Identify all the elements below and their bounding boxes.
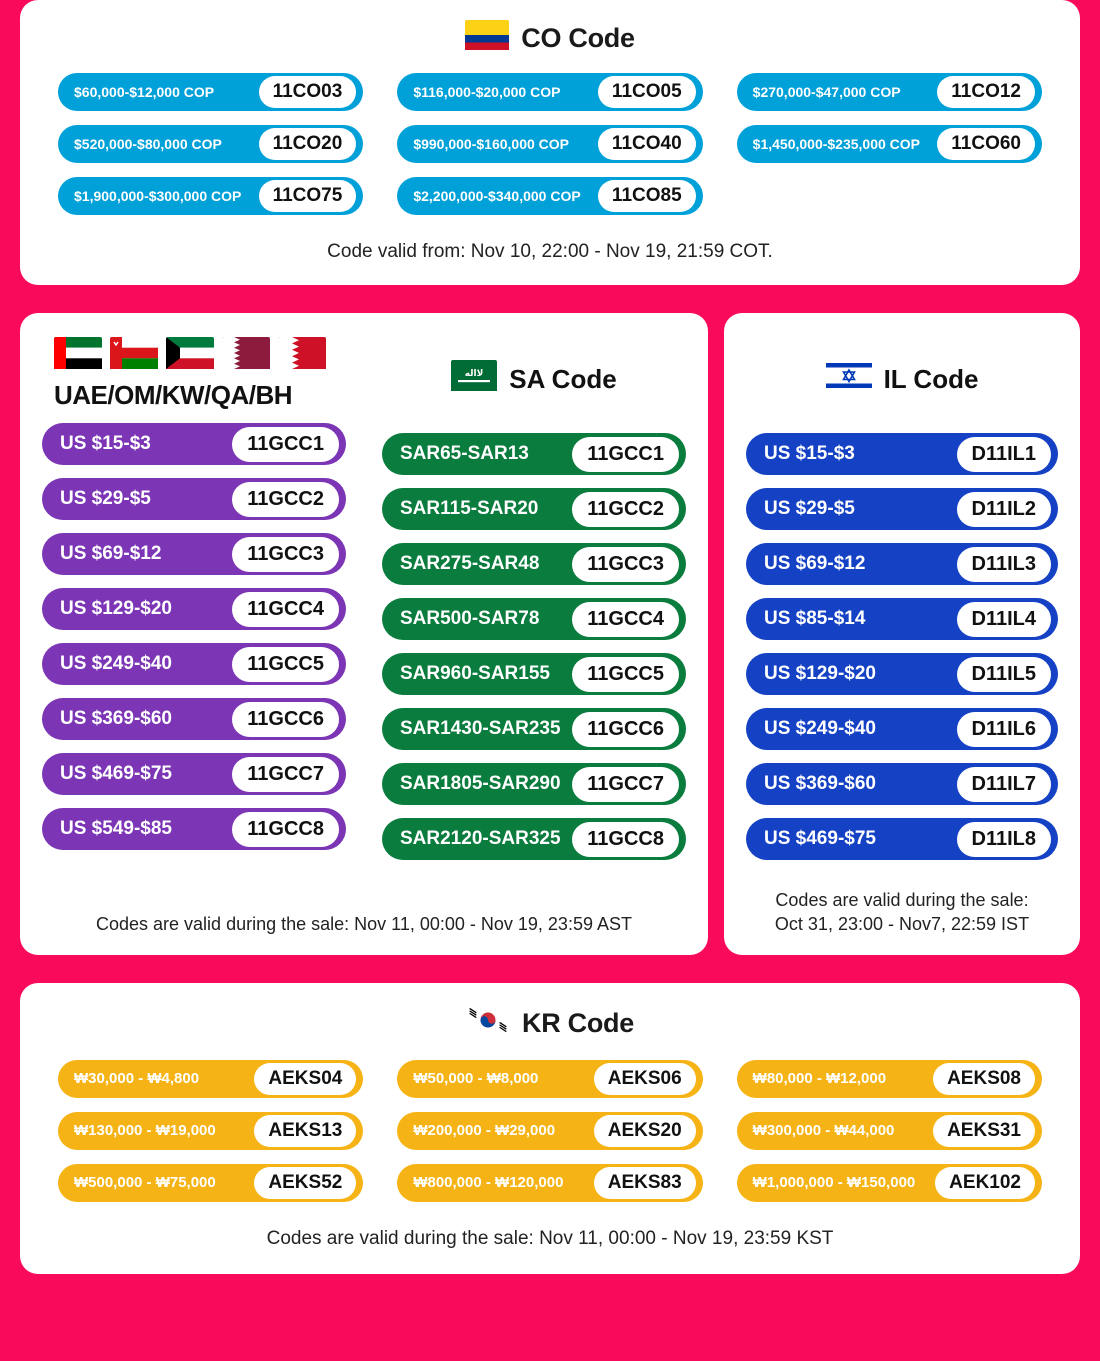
code-pill[interactable] [42,533,346,575]
il-code-list [746,433,1058,860]
pill-amount: SAR1805-SAR290 [400,773,561,794]
pill-amount: $60,000-$12,000 COP [74,84,215,100]
code-pill[interactable] [746,763,1058,805]
pill-code[interactable]: 11CO85 [598,180,696,212]
sa-section-header [382,331,686,427]
gcc-validity-note: Codes are valid during the sale: Nov 11, 00:00 - Nov 19, 23:59 AST [96,914,632,935]
pill-code[interactable]: 11GCC1 [572,437,679,472]
pill-code[interactable]: AEKS20 [594,1115,696,1147]
pill-amount: SAR65-SAR13 [400,443,529,464]
pill-code[interactable]: AEKS83 [594,1167,696,1199]
pill-amount: ₩800,000 - ₩120,000 [413,1174,564,1192]
code-pill[interactable] [746,653,1058,695]
pill-code[interactable]: D11IL4 [957,602,1051,637]
pill-code[interactable]: AEKS52 [254,1167,356,1199]
gcc-code-list [42,423,346,850]
pill-code[interactable]: 11GCC4 [232,592,339,627]
il-code-section [724,313,1080,955]
pill-amount: ₩500,000 - ₩75,000 [74,1174,216,1192]
pill-code[interactable]: 11GCC1 [232,427,339,462]
pill-amount: $990,000-$160,000 COP [413,136,570,152]
pill-code[interactable]: D11IL8 [957,822,1051,857]
code-pill[interactable] [42,588,346,630]
uae-flag-icon [54,337,102,374]
pill-code[interactable]: D11IL1 [957,437,1051,472]
pill-amount: ₩300,000 - ₩44,000 [752,1122,895,1140]
kr-code-grid [40,1056,1060,1202]
code-pill[interactable] [58,125,363,163]
code-pill[interactable] [737,1060,1042,1098]
code-pill[interactable] [58,1164,363,1202]
code-pill[interactable] [382,598,686,640]
code-pill[interactable] [382,433,686,475]
gcc-section-title: UAE/OM/KW/QA/BH [54,380,293,410]
pill-amount: $1,450,000-$235,000 COP [752,136,921,152]
code-pill[interactable] [397,1112,702,1150]
pill-amount: US $369-$60 [60,708,172,729]
pill-code[interactable]: 11CO05 [598,76,696,108]
code-pill[interactable] [42,478,346,520]
code-pill[interactable] [42,808,346,850]
pill-code[interactable]: AEK102 [935,1167,1035,1199]
pill-amount: US $249-$40 [60,653,172,674]
code-pill[interactable] [397,1164,702,1202]
pill-amount: SAR500-SAR78 [400,608,540,629]
pill-code[interactable]: 11GCC6 [572,712,679,747]
middle-row [20,313,1080,955]
pill-code[interactable]: 11GCC2 [232,482,339,517]
pill-amount: ₩80,000 - ₩12,000 [752,1070,887,1088]
kr-section-title: KR Code [522,1007,634,1038]
code-pill[interactable] [397,125,702,163]
il-validity-note [746,860,1058,937]
pill-code[interactable]: 11CO40 [598,128,696,160]
il-validity-line2: Oct 31, 23:00 - Nov7, 22:59 IST [774,914,1030,935]
code-pill[interactable] [737,1164,1042,1202]
pill-amount: SAR2120-SAR325 [400,828,561,849]
pill-amount: US $69-$12 [764,553,866,574]
pill-code[interactable]: 11GCC6 [232,702,339,737]
pill-code[interactable]: 11GCC7 [572,767,679,802]
co-validity-note: Code valid from: Nov 10, 22:00 - Nov 19, 21:59 COT. [327,241,773,262]
code-pill[interactable] [42,698,346,740]
bahrain-flag-icon [278,337,326,374]
kr-code-section [20,983,1080,1274]
pill-amount: US $129-$20 [60,598,172,619]
co-code-section [20,0,1080,285]
pill-code[interactable]: 11CO60 [937,128,1035,160]
gcc-flag-row [42,331,346,380]
kr-section-header [40,993,1060,1056]
gcc-sa-panel [20,313,708,955]
pill-amount: US $69-$12 [60,543,162,564]
code-pill[interactable] [397,177,702,215]
pill-amount: US $469-$75 [60,763,172,784]
pill-code[interactable]: AEKS31 [933,1115,1035,1147]
pill-code[interactable]: 11CO12 [937,76,1035,108]
pill-amount: US $249-$40 [764,718,876,739]
qatar-flag-icon [222,337,270,374]
code-pill[interactable] [382,488,686,530]
code-pill[interactable] [382,763,686,805]
code-pill[interactable] [42,643,346,685]
pill-code[interactable]: AEKS04 [254,1063,356,1095]
pill-amount: $270,000-$47,000 COP [752,84,901,100]
pill-code[interactable]: 11GCC3 [232,537,339,572]
pill-code[interactable]: D11IL5 [957,657,1051,692]
il-section-header [746,331,1058,427]
code-pill[interactable] [737,125,1042,163]
pill-amount: SAR275-SAR48 [400,553,540,574]
pill-amount: $520,000-$80,000 COP [74,136,222,152]
pill-code[interactable]: AEKS08 [933,1063,1035,1095]
code-pill[interactable] [58,73,363,111]
pill-code[interactable]: 11GCC5 [232,647,339,682]
saudi-arabia-flag-icon [451,360,497,398]
kr-validity-note: Codes are valid during the sale: Nov 11, 00:00 - Nov 19, 23:59 KST [266,1227,834,1249]
pill-code[interactable]: 11GCC3 [572,547,679,582]
code-pill[interactable] [58,177,363,215]
pill-code[interactable]: D11IL6 [957,712,1051,747]
il-section-title: IL Code [883,363,979,394]
pill-code[interactable]: 11CO20 [259,128,357,160]
pill-amount: ₩200,000 - ₩29,000 [413,1122,556,1140]
sa-section-title: SA Code [509,363,617,394]
code-pill[interactable] [746,708,1058,750]
code-pill[interactable] [737,1112,1042,1150]
code-pill[interactable] [397,73,702,111]
pill-code[interactable]: 11GCC4 [572,602,679,637]
svg-text:لااله: لااله [464,369,484,379]
pill-code[interactable]: AEKS06 [594,1063,696,1095]
code-pill[interactable] [737,73,1042,111]
pill-amount: $2,200,000-$340,000 COP [413,188,581,204]
pill-amount: SAR115-SAR20 [400,498,539,519]
code-pill[interactable] [58,1112,363,1150]
pill-code[interactable]: 11GCC7 [232,757,339,792]
co-section-title: CO Code [521,23,635,53]
code-pill[interactable] [42,423,346,465]
gcc-section-header [42,331,346,417]
israel-flag-icon [826,360,872,398]
pill-code[interactable]: 11GCC8 [572,822,679,857]
pill-amount: ₩30,000 - ₩4,800 [74,1070,200,1088]
gcc-code-section [42,331,346,860]
code-pill[interactable] [746,488,1058,530]
pill-amount: ₩1,000,000 - ₩150,000 [752,1174,916,1192]
pill-code[interactable]: 11CO75 [259,180,357,212]
il-validity-line1: Codes are valid during the sale: [775,890,1029,910]
code-pill[interactable] [746,818,1058,860]
code-pill[interactable] [746,433,1058,475]
colombia-flag-icon [465,20,509,57]
code-pill[interactable] [58,1060,363,1098]
pill-amount: US $29-$5 [764,498,855,519]
pill-code[interactable]: D11IL3 [957,547,1051,582]
pill-amount: US $549-$85 [60,818,172,839]
pill-amount: US $15-$3 [60,433,151,454]
pill-code[interactable]: 11CO03 [259,76,357,108]
oman-flag-icon [110,337,158,374]
co-section-header [40,8,1060,71]
code-pill[interactable] [42,753,346,795]
pill-code[interactable]: 11GCC8 [232,812,339,847]
pill-code[interactable]: 11GCC5 [572,657,679,692]
code-pill[interactable] [746,543,1058,585]
code-pill[interactable] [397,1060,702,1098]
code-pill[interactable] [382,543,686,585]
pill-amount: US $469-$75 [764,828,876,849]
bottom-spacer [0,1274,1100,1304]
pill-amount: $1,900,000-$300,000 COP [74,188,242,204]
pill-amount: SAR1430-SAR235 [400,718,561,739]
co-code-grid [40,71,1060,215]
kuwait-flag-icon [166,337,214,374]
pill-amount: ₩50,000 - ₩8,000 [413,1070,539,1088]
pill-amount: US $15-$3 [764,443,855,464]
pill-amount: US $369-$60 [764,773,876,794]
pill-amount: US $129-$20 [764,663,876,684]
code-pill[interactable] [382,653,686,695]
pill-amount: US $29-$5 [60,488,151,509]
pill-amount: ₩130,000 - ₩19,000 [74,1122,216,1140]
pill-code[interactable]: AEKS13 [254,1115,356,1147]
pill-code[interactable]: D11IL7 [957,767,1051,802]
code-pill[interactable] [746,598,1058,640]
pill-code[interactable]: D11IL2 [957,492,1051,527]
code-pill[interactable] [382,818,686,860]
sa-code-list [382,433,686,860]
pill-amount: SAR960-SAR155 [400,663,550,684]
south-korea-flag-icon [466,1005,510,1042]
code-pill[interactable] [382,708,686,750]
sa-code-section [382,331,686,860]
pill-code[interactable]: 11GCC2 [572,492,679,527]
pill-amount: US $85-$14 [764,608,866,629]
pill-amount: $116,000-$20,000 COP [413,84,561,100]
